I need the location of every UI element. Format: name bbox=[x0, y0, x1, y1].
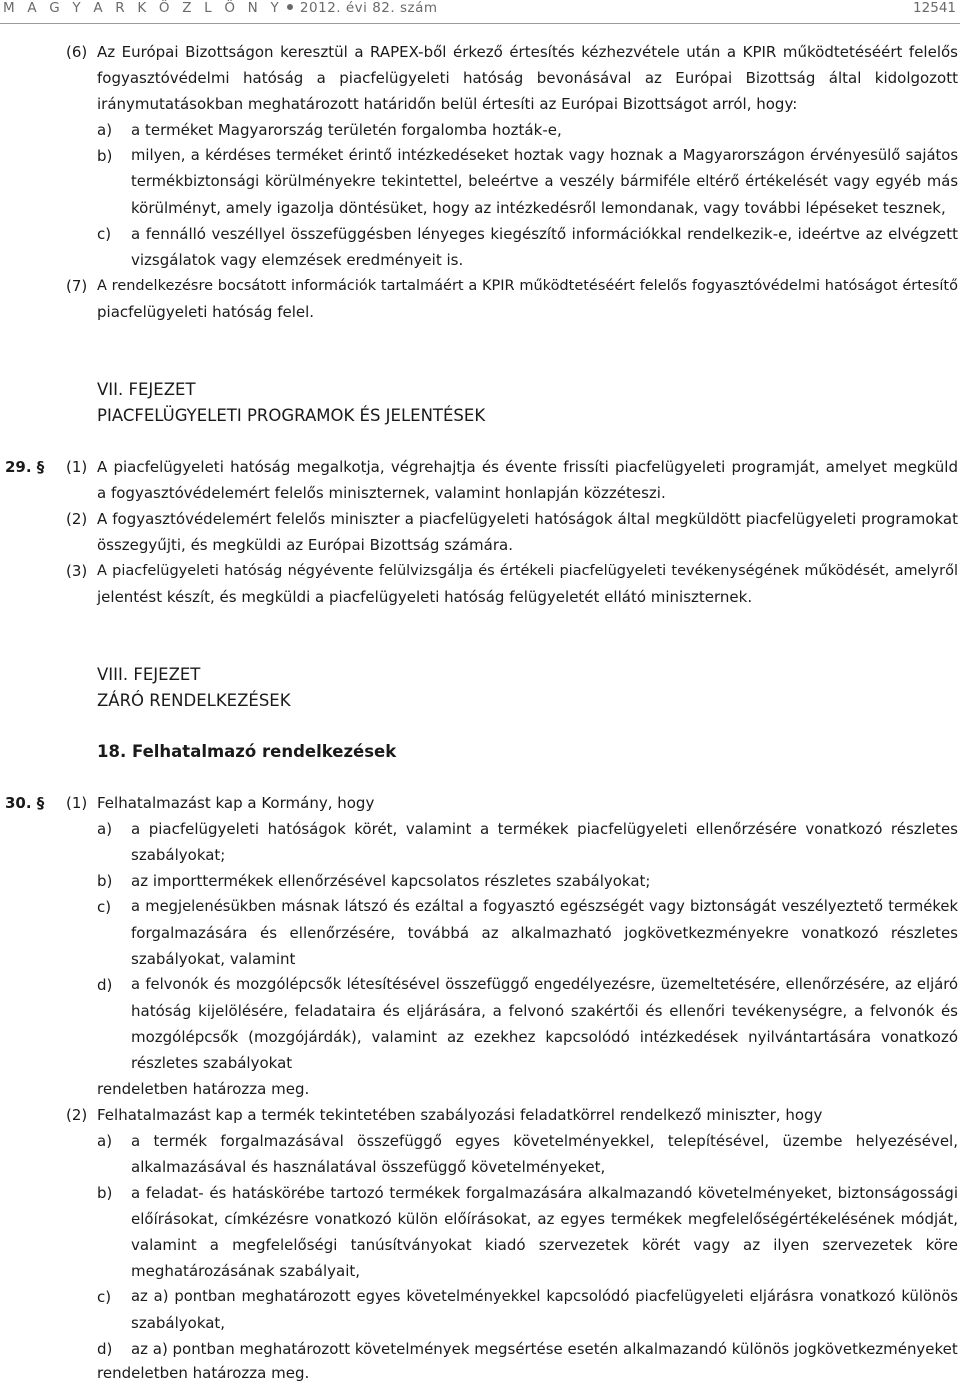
paragraph-label: (2) bbox=[66, 510, 88, 528]
item-line: a termék forgalmazásával összefüggő egyes követelményekkel, telepítésével, üzembe helyezésével, bbox=[131, 1132, 958, 1150]
paragraph-label: (6) bbox=[66, 43, 88, 61]
item-label: b) bbox=[97, 1184, 113, 1202]
issue-info: 2012. évi 82. szám bbox=[299, 0, 438, 16]
item-line: a feladat- és hatáskörébe tartozó termékek forgalmazására alkalmazandó követelményeket, biztonságossági bbox=[131, 1184, 958, 1202]
header-divider bbox=[0, 23, 960, 24]
item-line: a fennálló veszéllyel összefüggésben lényeges kiegészítő információkkal rendelkezik-e, ideértve az elvégzett bbox=[131, 225, 958, 243]
item-label: c) bbox=[97, 898, 112, 916]
section-label: 29. § bbox=[5, 458, 45, 476]
paragraph-line: A piacfelügyeleti hatóság négyévente felülvizsgálja és értékeli piacfelügyeleti tevékenységének működését, amelyről bbox=[97, 563, 958, 579]
item-line: szabályokat, bbox=[131, 1314, 226, 1332]
item-label: a) bbox=[97, 121, 113, 139]
item-line: előírásokat, címkézésre vonatkozó külön előírásokat, az egyes termékek megfelelőségértékelésének módját, bbox=[131, 1210, 958, 1228]
item-line: valamint a megfelelőségi tanúsítványokat kiadó szervezetek körét vagy az ilyen szervezetek köre bbox=[131, 1236, 958, 1254]
paragraph-line: piacfelügyeleti hatóság felel. bbox=[97, 303, 315, 321]
item-label: a) bbox=[97, 820, 113, 838]
page-header bbox=[0, 0, 960, 24]
item-line: a megjelenésükben másnak látszó és ezáltal a fogyasztó egészségét vagy biztonságát veszélyeztető termékek bbox=[131, 898, 958, 915]
page-number: 12541 bbox=[913, 0, 956, 16]
paragraph-label: (3) bbox=[66, 562, 88, 580]
item-line: milyen, a kérdéses terméket érintő intézkedéseket hoztak vagy hoznak a Magyarországon érvényesülő sajátos bbox=[131, 147, 958, 164]
paragraph-closing: rendeletben határozza meg. bbox=[97, 1080, 310, 1098]
item-label: b) bbox=[97, 147, 113, 165]
journal-title: M A G Y A R K Ö Z L Ö N Y bbox=[3, 0, 283, 16]
item-line: meghatározásának szabályait, bbox=[131, 1262, 361, 1280]
chapter-number: VII. FEJEZET bbox=[97, 380, 196, 399]
item-line: a felvonók és mozgólépcsők létesítésével összefüggő engedélyezésre, üzemeltetésére, ellenőrzésére, az eljáró bbox=[131, 976, 958, 993]
item-line: az importtermékek ellenőrzésével kapcsolatos részletes szabályokat; bbox=[131, 872, 651, 890]
item-line: forgalmazására és ellenőrzésére, továbbá az alkalmazható jogkövetkezményekre vonatkozó részletes bbox=[131, 924, 958, 942]
paragraph-label: (1) bbox=[66, 458, 88, 476]
paragraph-line: Felhatalmazást kap a termék tekintetében szabályozási feladatkörrel rendelkező miniszter, hogy bbox=[97, 1106, 823, 1124]
paragraph-line: fogyasztóvédelmi hatóság a piacfelügyeleti hatóság bevonásával az Európai Bizottság által kidolgozott bbox=[97, 69, 958, 87]
bullet-icon bbox=[287, 4, 293, 10]
paragraph-line: A rendelkezésre bocsátott információk tartalmáért a KPIR működtetéséért felelős fogyasztóvédelmi hatóságot értesítő bbox=[97, 278, 958, 294]
section-label: 30. § bbox=[5, 794, 45, 812]
item-line: alkalmazásával és használatával összefüggő követelményeket, bbox=[131, 1158, 606, 1176]
paragraph-closing: rendeletben határozza meg. bbox=[97, 1364, 310, 1382]
subchapter-title: 18. Felhatalmazó rendelkezések bbox=[97, 742, 397, 761]
chapter-title: PIACFELÜGYELETI PROGRAMOK ÉS JELENTÉSEK bbox=[97, 406, 486, 425]
paragraph-line: Az Európai Bizottságon keresztül a RAPEX-ből érkező értesítés kézhezvétele után a KPIR működtetéséért felelős bbox=[97, 43, 958, 61]
paragraph-line: A piacfelügyeleti hatóság megalkotja, végrehajtja és évente frissíti piacfelügyeleti programját, amelyet megküld bbox=[97, 458, 958, 476]
paragraph-line: a fogyasztóvédelemért felelős miniszternek, valamint honlapján közzéteszi. bbox=[97, 484, 666, 502]
item-line: körülményt, amely igazolja döntésüket, hogy az intézkedésről lemondanak, vagy további lépéseket tesznek, bbox=[131, 199, 946, 217]
chapter-title: ZÁRÓ RENDELKEZÉSEK bbox=[97, 691, 291, 710]
paragraph-label: (2) bbox=[66, 1106, 88, 1124]
item-label: d) bbox=[97, 976, 113, 994]
paragraph-line: jelentést készít, és megküldi a piacfelügyeleti hatóság felügyeletét ellátó miniszternek. bbox=[97, 588, 753, 606]
item-line: az a) pontban meghatározott egyes követelményekkel kapcsolódó piacfelügyeleti eljárásra vonatkozó különös bbox=[131, 1288, 958, 1305]
item-label: c) bbox=[97, 1288, 112, 1306]
item-line: szabályokat; bbox=[131, 846, 226, 864]
paragraph-line: iránymutatásokban meghatározott határidőn belül értesíti az Európai Bizottságot arról, hogy: bbox=[97, 95, 798, 113]
item-line: részletes szabályokat bbox=[131, 1054, 293, 1072]
item-line: termékbiztonsági körülményekre tekintettel, beleértve a veszély bármiféle eltérő értékelését vagy egyéb más bbox=[131, 173, 958, 190]
item-line: hatóság kijelölésére, feladataira és eljárására, a felvonó szakértői és ellenőri tevékenységre, a felvonók és bbox=[131, 1002, 958, 1020]
header-journal-info bbox=[3, 0, 438, 16]
item-line: a terméket Magyarország területén forgalomba hozták-e, bbox=[131, 121, 562, 139]
item-label: b) bbox=[97, 872, 113, 890]
item-line: vizsgálatok vagy elemzések eredményeit is. bbox=[131, 251, 464, 269]
paragraph-label: (1) bbox=[66, 794, 88, 812]
item-label: a) bbox=[97, 1132, 113, 1150]
chapter-number: VIII. FEJEZET bbox=[97, 665, 201, 684]
paragraph-line: Felhatalmazást kap a Kormány, hogy bbox=[97, 794, 375, 812]
item-line: mozgólépcsők (mozgójárdák), valamint az ezekhez kapcsolódó intézkedések nyilvántartására vonatkozó bbox=[131, 1028, 958, 1046]
paragraph-line: A fogyasztóvédelemért felelős miniszter a piacfelügyeleti hatóságok által megküldött piacfelügyeleti programokat bbox=[97, 510, 958, 528]
item-line: szabályokat, valamint bbox=[131, 950, 296, 968]
item-line: az a) pontban meghatározott követelmények megsértése esetén alkalmazandó különös jogkövetkezményeket bbox=[131, 1340, 958, 1358]
paragraph-line: összegyűjti, és megküldi az Európai Bizottság számára. bbox=[97, 536, 513, 554]
item-label: c) bbox=[97, 225, 112, 243]
item-line: a piacfelügyeleti hatóságok körét, valamint a termékek piacfelügyeleti ellenőrzésére vonatkozó részletes bbox=[131, 820, 958, 838]
item-label: d) bbox=[97, 1340, 113, 1358]
paragraph-label: (7) bbox=[66, 277, 88, 295]
